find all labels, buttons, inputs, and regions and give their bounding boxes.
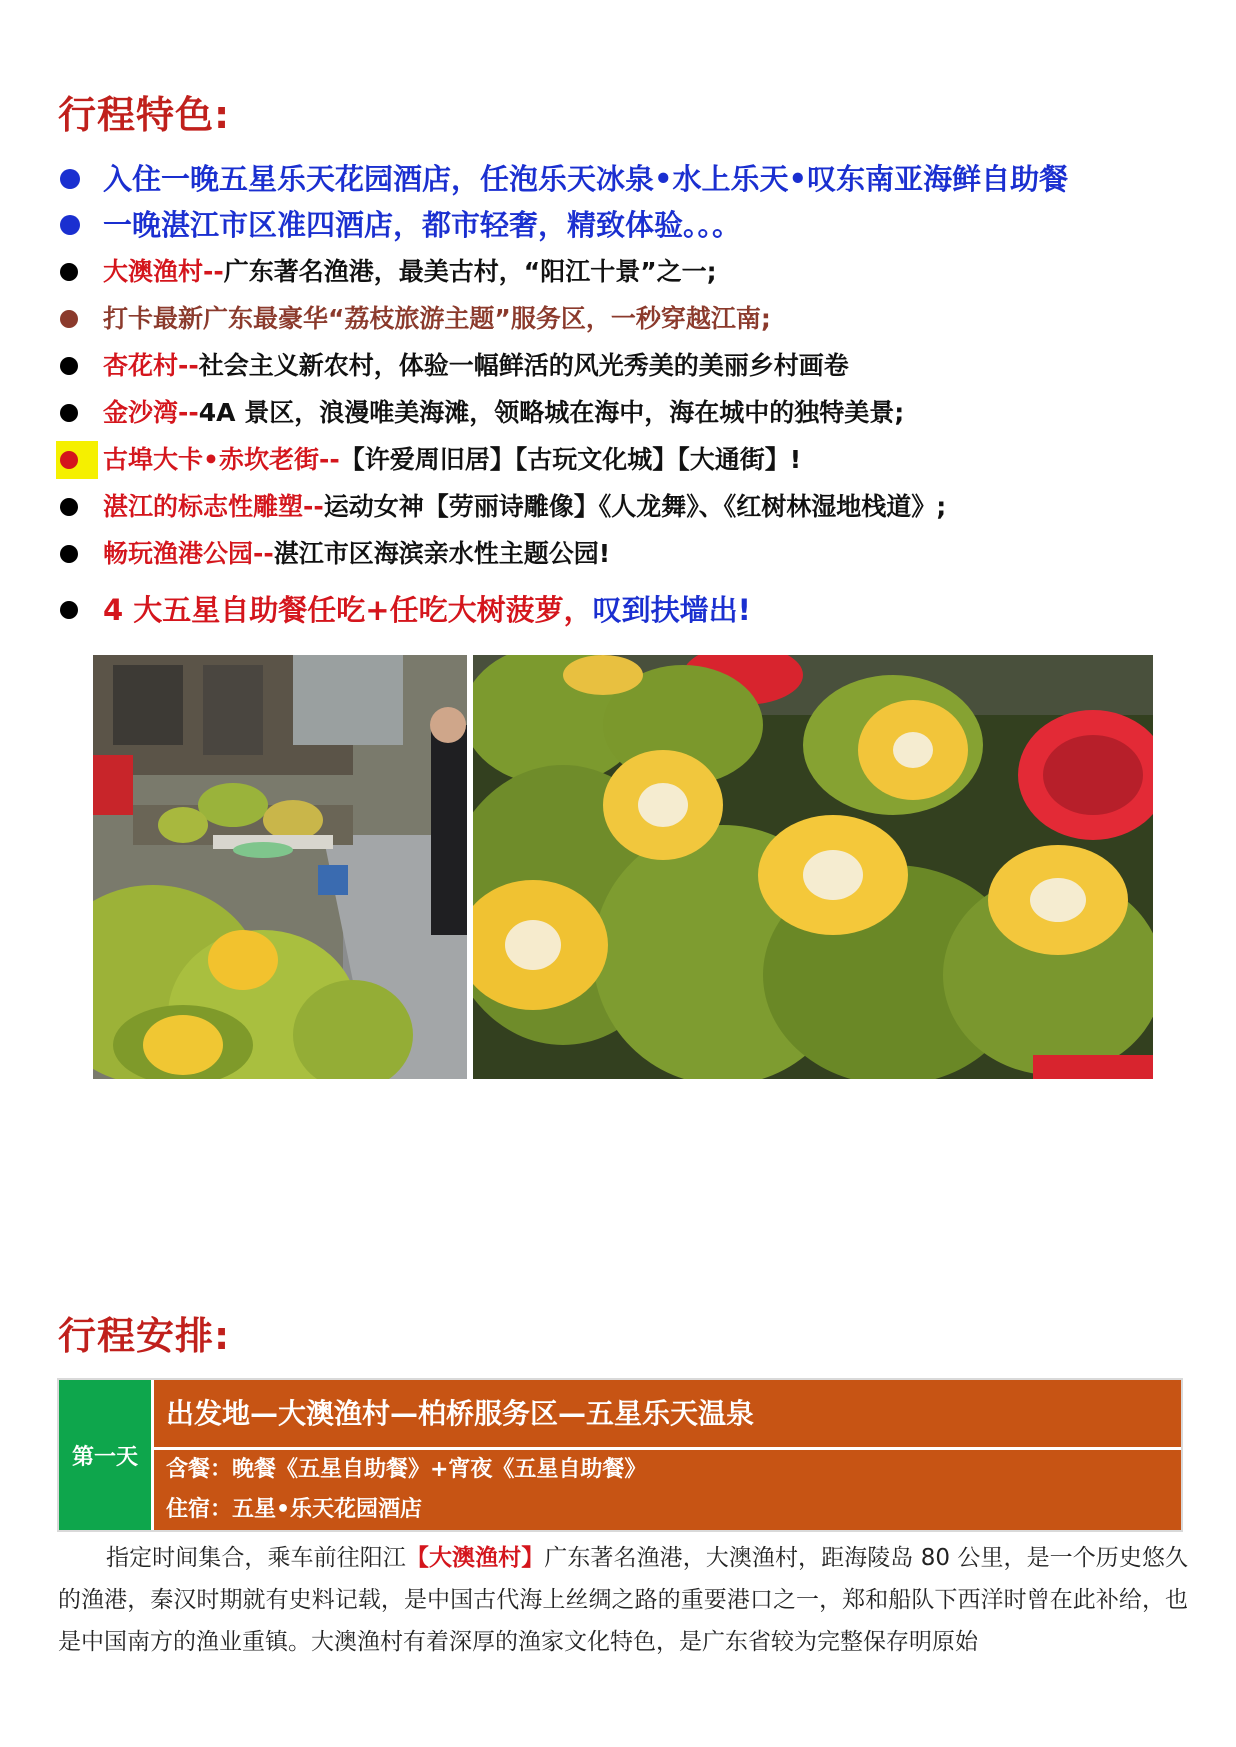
feature-name: 湛江的标志性雕塑-- <box>103 492 324 521</box>
bullet-icon <box>60 357 78 375</box>
feature-item-chikan-old-street <box>58 436 1188 483</box>
feature-name: 大澳渔村-- <box>103 257 224 286</box>
jackfruit-closeup-photo <box>473 655 1153 1079</box>
feature-desc: 社会主义新农村，体验一幅鲜活的风光秀美的美丽乡村画卷 <box>198 351 849 380</box>
bullet-icon <box>60 451 78 469</box>
feature-item-dao-fishing-village <box>58 248 1188 295</box>
day-one-description <box>58 1537 1188 1663</box>
feature-item-buffet-jackfruit <box>58 581 1188 639</box>
meals-text: 含餐：晚餐《五星自助餐》+宵夜《五星自助餐》 <box>166 1457 647 1482</box>
feature-name: 金沙湾-- <box>103 398 199 427</box>
bullet-icon <box>60 545 78 563</box>
feature-item-hotel-five-star <box>58 156 1188 202</box>
feature-item-fishing-port-park <box>58 530 1188 577</box>
feature-text: 入住一晚五星乐天花园酒店，任泡乐天冰泉•水上乐天•叹东南亚海鲜自助餐 <box>103 162 1069 196</box>
lodging-text: 住宿：五星•乐天花园酒店 <box>166 1497 423 1522</box>
bullet-icon <box>60 169 80 189</box>
feature-item-landmark-sculpture <box>58 483 1188 530</box>
feature-item-hotel-city <box>58 202 1188 248</box>
description-highlight: 【大澳渔村】 <box>405 1545 545 1571</box>
features-title: 行程特色: <box>58 93 231 137</box>
day-info <box>154 1450 1181 1530</box>
feature-desc: 4A 景区，浪漫唯美海滩，领略城在海中，海在城中的独特美景; <box>198 398 905 427</box>
feature-item-golden-beach <box>58 389 1188 436</box>
day-label: 第一天 <box>59 1380 151 1530</box>
feature-name: 杏花村-- <box>103 351 199 380</box>
description-body: 广东著名渔港，大澳渔村，距海陵岛 80 公里，是一个历史悠久的渔港，秦汉时期就有史料记载，是中国古代海上丝绸之路的重要港口之一，郑和船队下西洋时曾在此补给，也是中国南方的渔业重镇。大澳渔村有着深厚的渔家文化特色，是广东省较为完整保存明原始 <box>58 1545 1189 1655</box>
feature-desc: 运动女神【劳丽诗雕像】《人龙舞》、《红树林湿地栈道》; <box>323 492 947 521</box>
bullet-icon <box>60 263 78 281</box>
feature-name: 4 大五星自助餐任吃+任吃大树菠萝， <box>103 593 593 627</box>
features-list <box>58 156 1188 639</box>
feature-item-xinghua-village <box>58 342 1188 389</box>
feature-text: 打卡最新广东最豪华“荔枝旅游主题”服务区，一秒穿越江南; <box>103 304 771 333</box>
bullet-icon <box>60 404 78 422</box>
feature-item-lychee-service-area <box>58 295 1188 342</box>
description-intro: 指定时间集合，乘车前往阳江 <box>106 1545 406 1571</box>
feature-desc: 【许爱周旧居】【古玩文化城】【大通街】! <box>339 445 802 474</box>
bullet-icon <box>60 215 80 235</box>
feature-name: 畅玩渔港公园-- <box>103 539 274 568</box>
bullet-icon <box>60 498 78 516</box>
day-route: 出发地—大澳渔村—柏桥服务区—五星乐天温泉 <box>154 1380 1181 1447</box>
itinerary-title: 行程安排: <box>58 1314 231 1358</box>
bullet-icon <box>60 310 78 328</box>
bullet-icon <box>60 601 78 619</box>
day-one-table <box>57 1378 1183 1532</box>
feature-desc: 广东著名渔港，最美古村，“阳江十景”之一; <box>223 257 717 286</box>
jackfruit-street-photo <box>93 655 467 1079</box>
feature-text: 一晚湛江市区准四酒店，都市轻奢，精致体验。。。 <box>103 208 742 242</box>
feature-desc: 湛江市区海滨亲水性主题公园! <box>273 539 611 568</box>
feature-name: 古埠大卡•赤坎老街-- <box>103 445 340 474</box>
feature-desc: 叹到扶墙出! <box>592 593 751 627</box>
